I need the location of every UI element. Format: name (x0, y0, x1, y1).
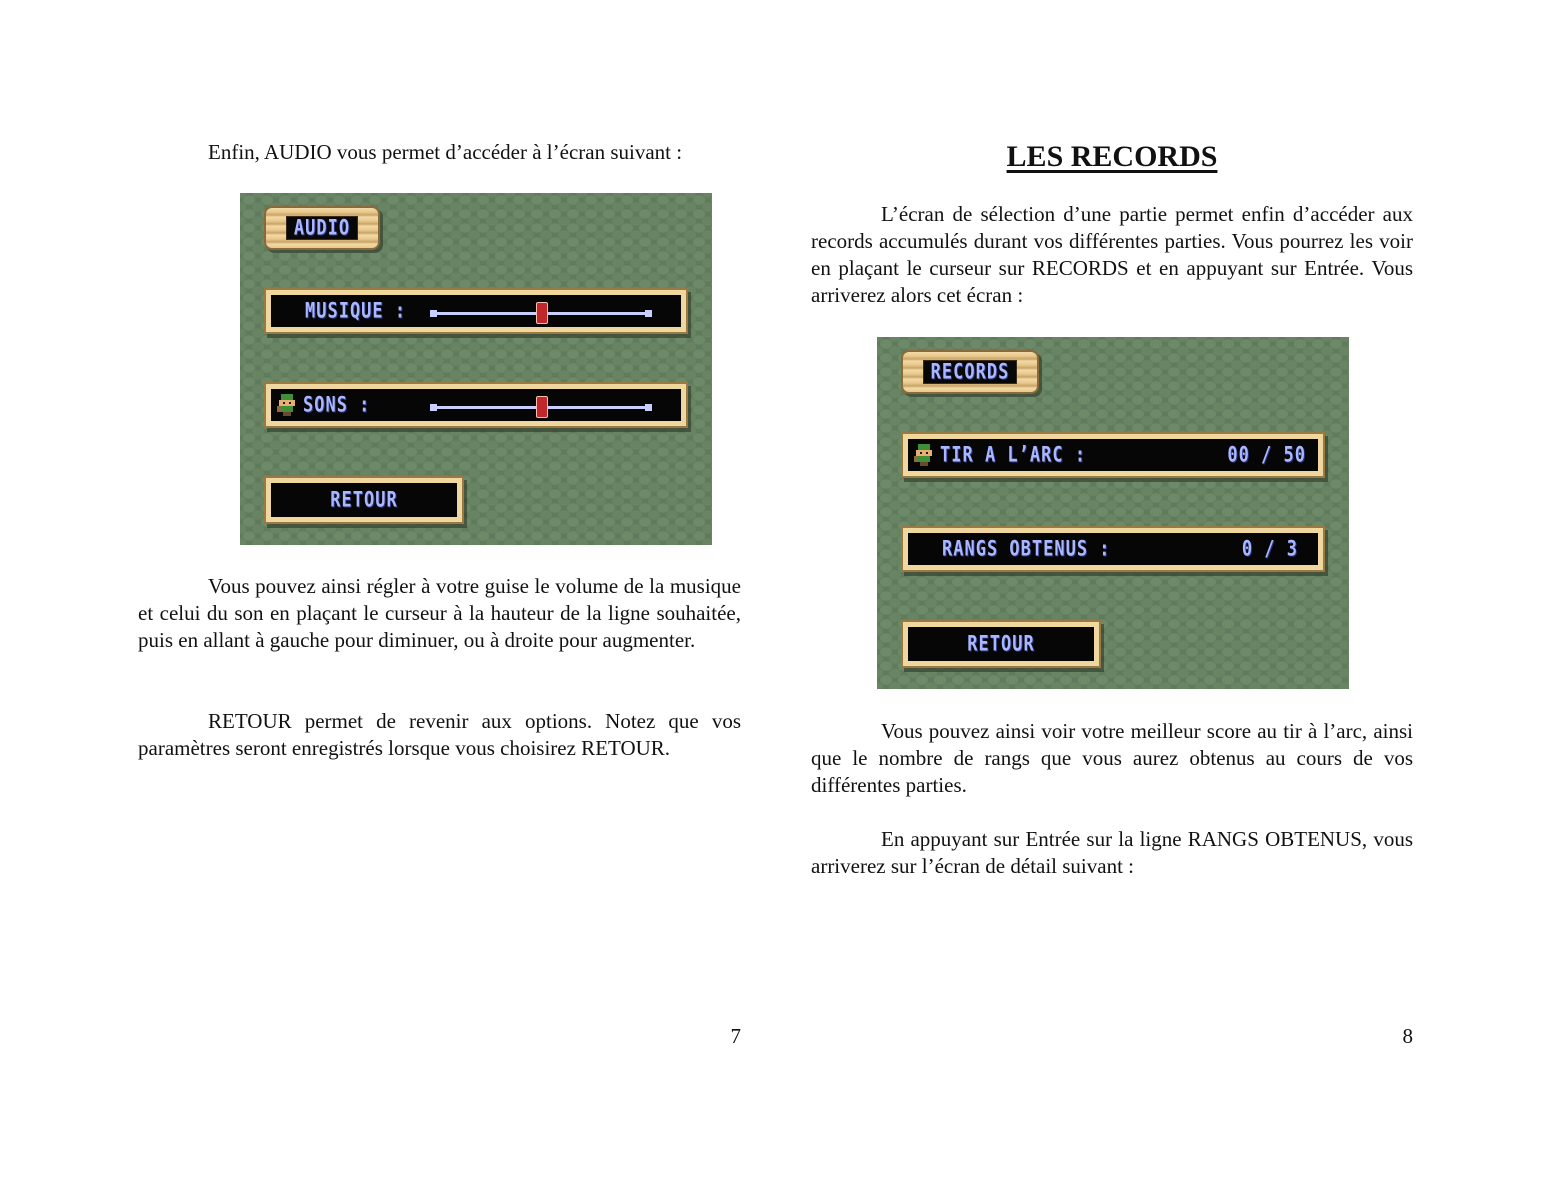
audio-back-label: RETOUR (330, 487, 398, 513)
ranks-record-label: RANGS OBTENUS : (942, 536, 1111, 562)
sound-volume-knob[interactable] (536, 396, 548, 418)
records-back-label: RETOUR (967, 631, 1035, 657)
archery-record-label: TIR A L’ARC : (940, 442, 1087, 468)
right-paragraph-2: Vous pouvez ainsi voir votre meilleur score au tir à l’arc, ainsi que le nombre de rangs que vous aurez obtenus au cours de vos différentes parties. (811, 719, 1413, 797)
sound-volume-label: SONS : (303, 392, 371, 418)
page-title: LES RECORDS (1006, 140, 1218, 173)
records-back-button[interactable] (903, 622, 1099, 666)
page-number-right: 8 (1402, 1024, 1413, 1048)
ranks-record-row[interactable] (903, 528, 1323, 570)
page-left (138, 0, 741, 1200)
hero-sprite-icon (277, 394, 297, 416)
records-header-plaque (903, 352, 1037, 392)
left-intro: Enfin, AUDIO vous permet d’accéder à l’écran suivant : (208, 140, 683, 164)
left-paragraph-2: RETOUR permet de revenir aux options. Notez que vos paramètres seront enregistrés lorsque vous choisirez RETOUR. (138, 709, 741, 760)
music-volume-knob[interactable] (536, 302, 548, 324)
audio-header-label: AUDIO (293, 215, 351, 241)
right-paragraph-3: En appuyant sur Entrée sur la ligne RANGS OBTENUS, vous arriverez sur l’écran de détail suivant : (811, 827, 1413, 878)
music-volume-label: MUSIQUE : (305, 298, 407, 324)
right-paragraph-1: L’écran de sélection d’une partie permet enfin d’accéder aux records accumulés durant vos différentes parties. Vous pourrez les voir en plaçant le curseur sur RECORDS et en appuyant sur Entrée. Vous arriverez alors cet écran : (811, 202, 1413, 307)
page-number-left: 7 (730, 1024, 741, 1048)
records-screenshot (877, 337, 1349, 689)
archery-record-row[interactable] (903, 434, 1323, 476)
audio-header-plaque (266, 208, 378, 248)
hero-sprite-icon (914, 444, 934, 466)
archery-record-value: 00 / 50 (1227, 442, 1306, 468)
sound-volume-row[interactable] (266, 384, 686, 426)
ranks-record-value: 0 / 3 (1241, 536, 1298, 562)
music-volume-slider[interactable] (433, 312, 649, 315)
page-right (811, 0, 1413, 1200)
audio-back-button[interactable] (266, 478, 462, 522)
records-header-label: RECORDS (930, 359, 1010, 385)
sound-volume-slider[interactable] (433, 406, 649, 409)
music-volume-row[interactable] (266, 290, 686, 332)
audio-screenshot (240, 193, 712, 545)
left-paragraph-1: Vous pouvez ainsi régler à votre guise le volume de la musique et celui du son en plaçant le curseur à la hauteur de la ligne souhaitée, puis en allant à gauche pour diminuer, ou à droite pour augmenter. (138, 574, 741, 652)
